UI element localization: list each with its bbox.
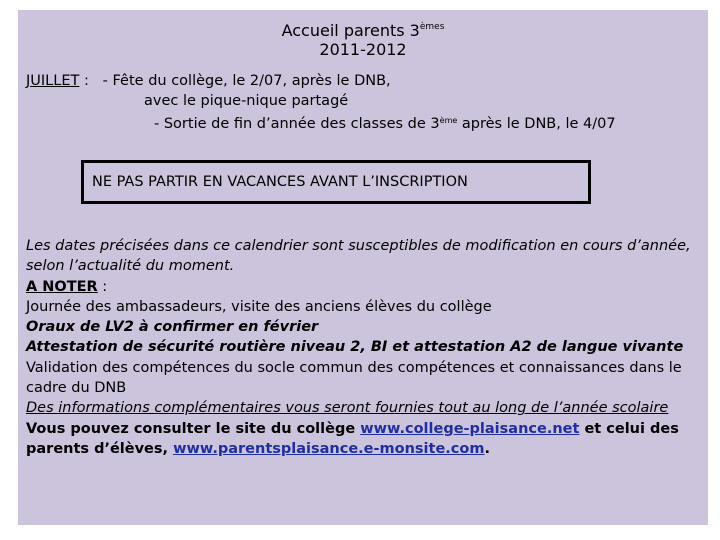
intro-note: Les dates précisées dans ce calendrier sont susceptibles de modification en cours d’année, selon l’actualité du moment. (26, 238, 691, 275)
title-superscript: èmes (419, 22, 445, 32)
college-link[interactable]: www.college-plaisance.net (360, 420, 580, 437)
validation-note: Validation des compétences du socle commun des compétences et connaissances dans le cadre du DNB (26, 359, 682, 397)
oral-note: Oraux de LV2 à confirmer en février (26, 319, 319, 336)
july-item-2: - Sortie de fin d’année des classes de 3 (154, 116, 440, 132)
note-label: A NOTER (26, 278, 98, 295)
ambassadors-note: Journée des ambassadeurs, visite des anciens élèves du collège (26, 298, 492, 315)
july-item-2-end: après le DNB, le 4/07 (457, 116, 616, 132)
page-title (18, 18, 708, 59)
july-item-1-cont: avec le pique-nique partagé (144, 93, 349, 109)
consult-text-mid: et celui des parents d’élèves, (26, 420, 679, 457)
july-line-3 (26, 111, 706, 134)
july-item-2-sup: ème (439, 116, 458, 125)
certificate-note: Attestation de sécurité routière niveau 2, BI et attestation A2 de langue vivante (26, 339, 684, 356)
july-label: JUILLET (26, 73, 80, 89)
more-info-note: Des informations complémentaires vous seront fournies tout au long de l’année scolaire (26, 400, 669, 417)
notes-section (26, 236, 696, 459)
title-year: 2011-2012 (319, 40, 407, 59)
consult-text-end: . (484, 440, 490, 457)
july-separator: : (79, 73, 103, 89)
july-item-1: - Fête du collège, le 2/07, après le DNB, (102, 73, 391, 89)
title-text: Accueil parents 3 (281, 21, 420, 40)
july-line-1 (26, 71, 706, 91)
slide (18, 10, 708, 525)
note-heading (26, 277, 696, 297)
parents-link[interactable]: www.parentsplaisance.e-monsite.com (173, 440, 485, 457)
title-line-1 (18, 18, 708, 40)
consult-text: Vous pouvez consulter le site du collège (26, 420, 361, 437)
warning-box: NE PAS PARTIR EN VACANCES AVANT L’INSCRIPTION (81, 160, 591, 204)
consult-note (26, 419, 696, 460)
july-section (26, 71, 706, 134)
note-separator: : (97, 278, 108, 295)
